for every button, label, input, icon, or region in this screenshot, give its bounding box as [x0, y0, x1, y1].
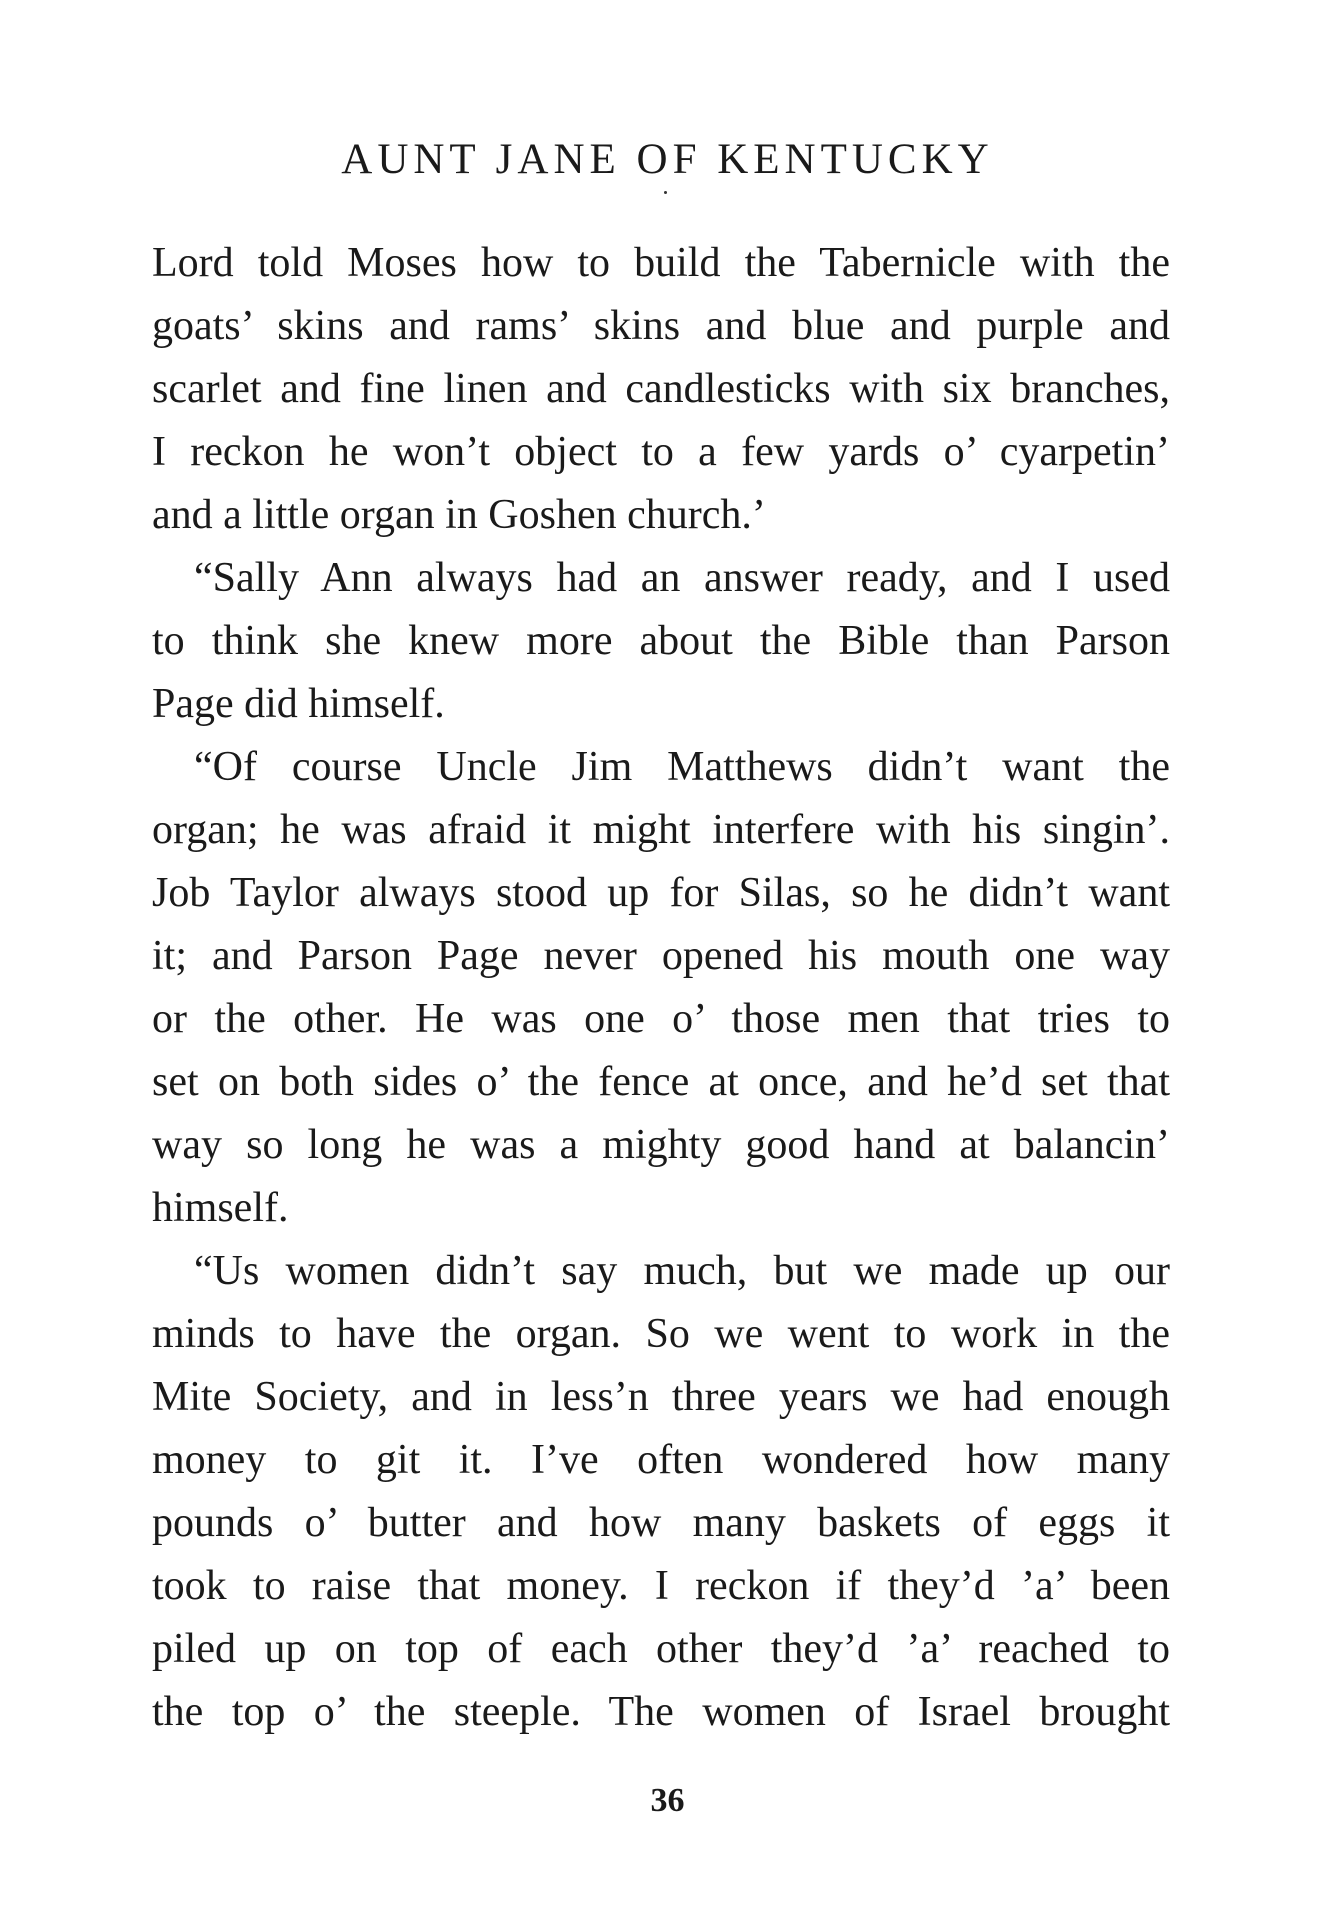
text-line: way so long he was a mighty good hand at balancin’ [152, 1122, 1170, 1168]
ink-speck [664, 191, 667, 194]
text-line: “Of course Uncle Jim Matthews didn’t want the [194, 744, 1170, 790]
text-line: pounds o’ butter and how many baskets of eggs it [152, 1500, 1170, 1546]
text-line: goats’ skins and rams’ skins and blue and purple and [152, 303, 1170, 349]
text-line: I reckon he won’t object to a few yards o’ cyarpetin’ [152, 429, 1170, 475]
text-line: organ; he was afraid it might interfere with his singin’. [152, 807, 1170, 853]
text-line: and a little organ in Goshen church.’ [152, 492, 766, 538]
text-line: to think she knew more about the Bible than Parson [152, 618, 1170, 664]
text-line: the top o’ the steeple. The women of Israel brought [152, 1689, 1170, 1735]
text-line: or the other. He was one o’ those men that tries to [152, 996, 1170, 1042]
text-line: it; and Parson Page never opened his mouth one way [152, 933, 1170, 979]
text-line: Page did himself. [152, 681, 445, 727]
text-line: himself. [152, 1185, 289, 1231]
text-line: took to raise that money. I reckon if they’d ’a’ been [152, 1563, 1170, 1609]
page-number: 36 [650, 1782, 685, 1819]
text-line: money to git it. I’ve often wondered how many [152, 1437, 1170, 1483]
text-line: Lord told Moses how to build the Tabernicle with the [152, 240, 1170, 286]
text-line: “Us women didn’t say much, but we made up our [194, 1248, 1170, 1294]
text-line: scarlet and fine linen and candlesticks with six branches, [152, 366, 1170, 412]
text-line: Mite Society, and in less’n three years we had enough [152, 1374, 1170, 1420]
text-line: Job Taylor always stood up for Silas, so he didn’t want [152, 870, 1170, 916]
body-text [152, 232, 1170, 1744]
text-line: piled up on top of each other they’d ’a’ reached to [152, 1626, 1170, 1672]
text-line: minds to have the organ. So we went to work in the [152, 1311, 1170, 1357]
text-line: set on both sides o’ the fence at once, and he’d set that [152, 1059, 1170, 1105]
running-title: AUNT JANE OF KENTUCKY [341, 136, 994, 183]
text-line: “Sally Ann always had an answer ready, and I used [194, 555, 1170, 601]
